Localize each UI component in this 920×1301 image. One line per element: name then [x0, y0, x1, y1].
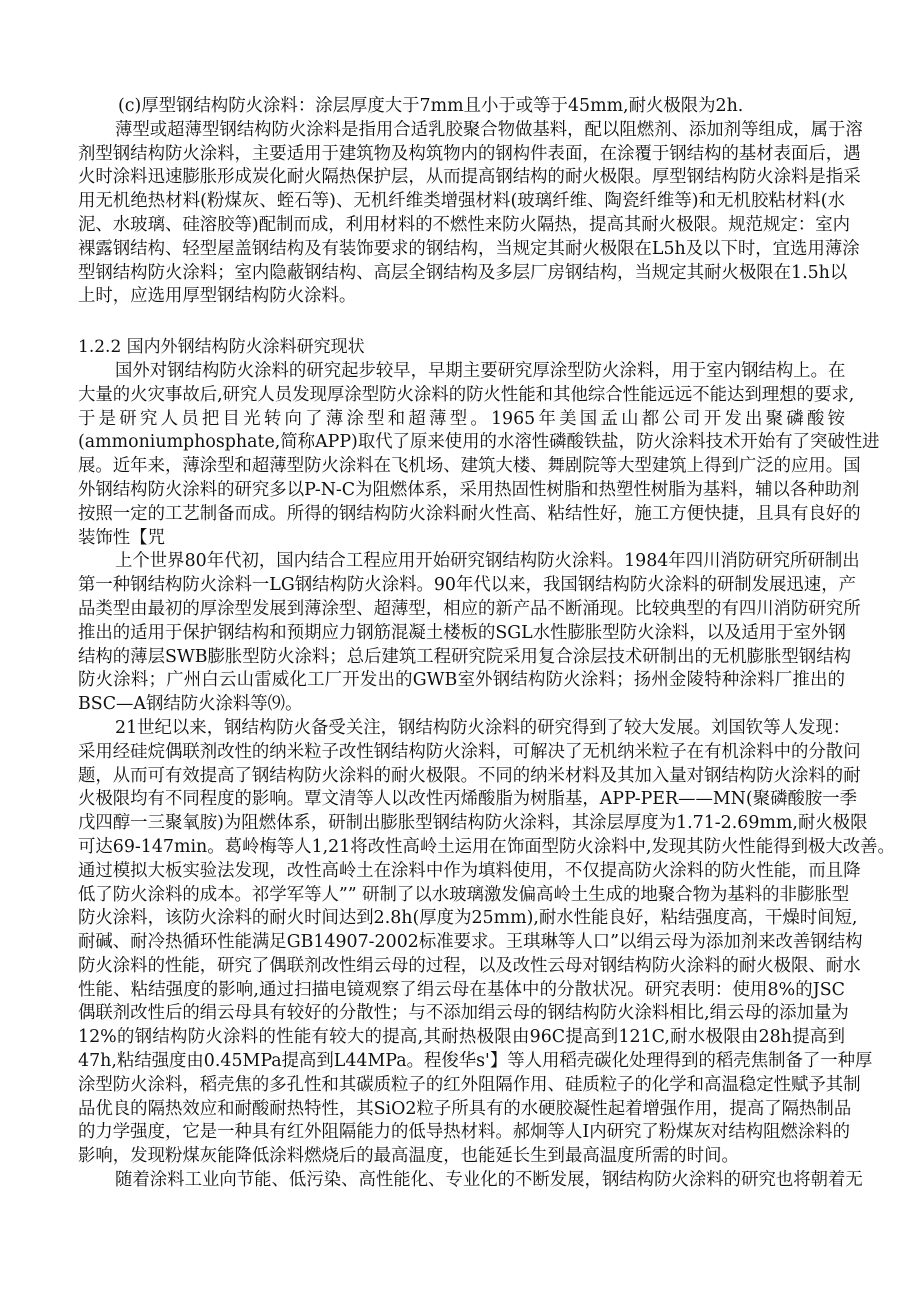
text-line: 防火涂料的性能，研究了偶联剂改性绢云母的过程，以及改性云母对钢结构防火涂料的耐火极限、耐水 — [78, 955, 861, 976]
text-line: 性能、粘结强度的影响,通过扫描电镜观察了绢云母在基体中的分散状况。研究表明：使用8%的JSC — [78, 979, 845, 1000]
text-line: 于是研究人员把目光转向了薄涂型和超薄型。1965年美国孟山都公司开发出聚磷酸铵 — [78, 408, 845, 429]
text-line: BSC—A钢结防火涂料等⑼。 — [78, 694, 303, 715]
text-line: 采用经硅烷偶联剂改性的纳米粒子改性钢结构防火涂料，可解决了无机纳米粒子在有机涂料中的分散问 — [78, 741, 861, 762]
spacer — [78, 309, 845, 336]
text-line: 21世纪以来，钢结构防火备受关注，钢结构防火涂料的研究得到了较大发展。刘国钦等人发现： — [115, 717, 851, 738]
text-line: 可达69-147min。葛岭梅等人1,21将改性高岭土运用在饰面型防火涂料中,发现其防火性能得到极大改善。 — [78, 836, 895, 857]
paragraph — [78, 360, 880, 550]
text-line: 火极限均有不同程度的影响。覃文清等人以改性丙烯酸脂为树脂基，APP-PER——MN(聚磷酸胺一季 — [78, 789, 858, 810]
text-line: 品优良的隔热效应和耐酸耐热特性，其SiO2粒子所具有的水硬胶凝性起着增强作用，提高了隔热制品 — [78, 1098, 852, 1119]
text-line: 推出的适用于保护钢结构和预期应力钢筋混凝土楼板的SGL水性膨胀型防火涂料，以及适用于室外钢 — [78, 622, 846, 643]
text-line: 国外对钢结构防火涂料的研究起步较早，早期主要研究厚涂型防火涂料，用于室内钢结构上。在 — [115, 360, 846, 381]
text-line: 低了防火涂料的成本。祁学军等人”” 研制了以水玻璃激发偏高岭土生成的地聚合物为基料的非膨胀型 — [78, 884, 850, 905]
text-line: 12%的钢结构防火涂料的性能有较大的提高,其耐热极限由96C提高到121C,耐水极限由28h提高到 — [78, 1027, 845, 1048]
text-line: 薄型或超薄型钢结构防火涂料是指用合适乳胶聚合物做基料，配以阻燃剂、添加剂等组成，属于溶 — [115, 119, 863, 140]
text-line: 影响，发现粉煤灰能降低涂料燃烧后的最高温度，也能延长生到最高温度所需的时间。 — [78, 1146, 739, 1167]
paragraph — [78, 1169, 863, 1193]
text-line: 火时涂料迅速膨胀形成炭化耐火隔热保护层，从而提高钢结构的耐火极限。厚型钢结构防火涂料是指采 — [78, 167, 861, 188]
text-line: 偶联剂改性后的绢云母具有较好的分散性；与不添加绢云母的钢结构防火涂料相比,绢云母的添加量为 — [78, 1003, 849, 1024]
paragraph — [78, 717, 895, 1169]
text-line: 通过模拟大板实验法发现，改性高岭土在涂料中作为填料使用，不仅提高防火涂料的防火性能，而且降 — [78, 860, 861, 881]
text-line: 戊四醇一三聚氧胺)为阻燃体系，研制出膨胀型钢结构防火涂料，其涂层厚度为1.71-2.69mm,耐火极限 — [78, 813, 868, 834]
section-heading: 1.2.2 国内外钢结构防火涂料研究现状 — [78, 337, 365, 358]
item-c-line: (c)厚型钢结构防火涂料：涂层厚度大于7mm且小于或等于45mm,耐火极限为2h. — [118, 96, 744, 116]
text-line: 按照一定的工艺制备而成。所得的钢结构防火涂料耐火性高、粘结性好，施工方便快捷，且具有良好的 — [78, 503, 861, 524]
text-line: 品类型由最初的厚涂型发展到薄涂型、超薄型，相应的新产品不断涌现。比较典型的有四川消防研究所 — [78, 598, 861, 619]
text-line: 题，从而可有效提高了钢结构防火涂料的耐火极限。不同的纳米材料及其加入量对钢结构防火涂料的耐 — [78, 765, 861, 786]
text-line: 型钢结构防火涂料；室内隐蔽钢结构、高层全钢结构及多层厂房钢结构，当规定其耐火极限在1.5h以 — [78, 262, 848, 283]
text-line: 涂型防火涂料，稻壳焦的多孔性和其碳质粒子的红外阻隔作用、硅质粒子的化学和高温稳定性赋予其制 — [78, 1074, 861, 1095]
text-line: 剂型钢结构防火涂料，主要适用于建筑物及构筑物内的钢构件表面，在涂覆于钢结构的基材表面后，遇 — [78, 143, 861, 164]
text-line: 外钢结构防火涂料的研究多以P-N-C为阻燃体系，采用热固性树脂和热塑性树脂为基料，辅以各种助剂 — [78, 479, 860, 500]
text-line: 结构的薄层SWB膨胀型防火涂料；总后建筑工程研究院采用复合涂层技术研制出的无机膨胀型钢结构 — [78, 646, 851, 667]
text-line: 装饰性【咒 — [78, 527, 165, 548]
paragraph — [78, 119, 863, 309]
text-line: 的力学强度，它是一种具有红外阻隔能力的低导热材料。郝炯等人I内研究了粉煤灰对结构阻燃涂料的 — [78, 1122, 851, 1143]
text-line: 泥、水玻璃、硅溶胶等)配制而成，利用材料的不燃性来防火隔热，提高其耐火极限。规范规定：室内 — [78, 214, 850, 235]
text-line: 裸露钢结构、轻型屋盖钢结构及有装饰要求的钢结构，当规定其耐火极限在L5h及以下时，宜选用薄涂 — [78, 238, 860, 259]
text-line: (ammoniumphosphate,简称APP)取代了原来使用的水溶性磷酸铁盐，防火涂料技术开始有了突破性进 — [78, 432, 880, 453]
text-line: 第一种钢结构防火涂料一LG钢结构防火涂料。90年代以来，我国钢结构防火涂料的研制发展迅速，产 — [78, 575, 856, 596]
document-body — [78, 95, 895, 1193]
text-line: 大量的火灾事故后,研究人员发现厚涂型防火涂料的防火性能和其他综合性能远远不能达到理想的要求, — [78, 384, 855, 405]
text-line: 用无机绝热材料(粉煤灰、蛭石等)、无机纤维类增强材料(玻璃纤维、陶瓷纤维等)和无机胶粘材料(水 — [78, 191, 845, 212]
text-line: 47h,粘结强度由0.45MPa提高到L44MPa。程俊华s'】等人用稻壳碳化处理得到的稻壳焦制备了一种厚 — [78, 1051, 873, 1072]
text-line: 展。近年来，薄涂型和超薄型防火涂料在飞机场、建筑大楼、舞剧院等大型建筑上得到广泛的应用。国 — [78, 456, 861, 477]
text-line: 防火涂料；广州白云山雷威化工厂开发出的GWB室外钢结构防火涂料；扬州金陵特种涂料厂推出的 — [78, 670, 845, 691]
text-line: 上个世界80年代初，国内结合工程应用开始研究钢结构防火涂料。1984年四川消防研究所研制出 — [115, 551, 860, 572]
text-line: 防火涂料，该防火涂料的耐火时间达到2.8h(厚度为25mm),耐水性能良好，粘结强度高，干燥时间短, — [78, 908, 858, 929]
text-line: 随着涂料工业向节能、低污染、高性能化、专业化的不断发展，钢结构防火涂料的研究也将朝着无 — [115, 1170, 863, 1191]
paragraph — [78, 550, 861, 717]
text-line: 上时，应选用厚型钢结构防火涂料。 — [78, 286, 357, 307]
text-line: 耐碱、耐冷热循环性能满足GB14907-2002标准要求。王琪琳等人口”以绢云母为添加剂来改善钢结构 — [78, 932, 863, 953]
